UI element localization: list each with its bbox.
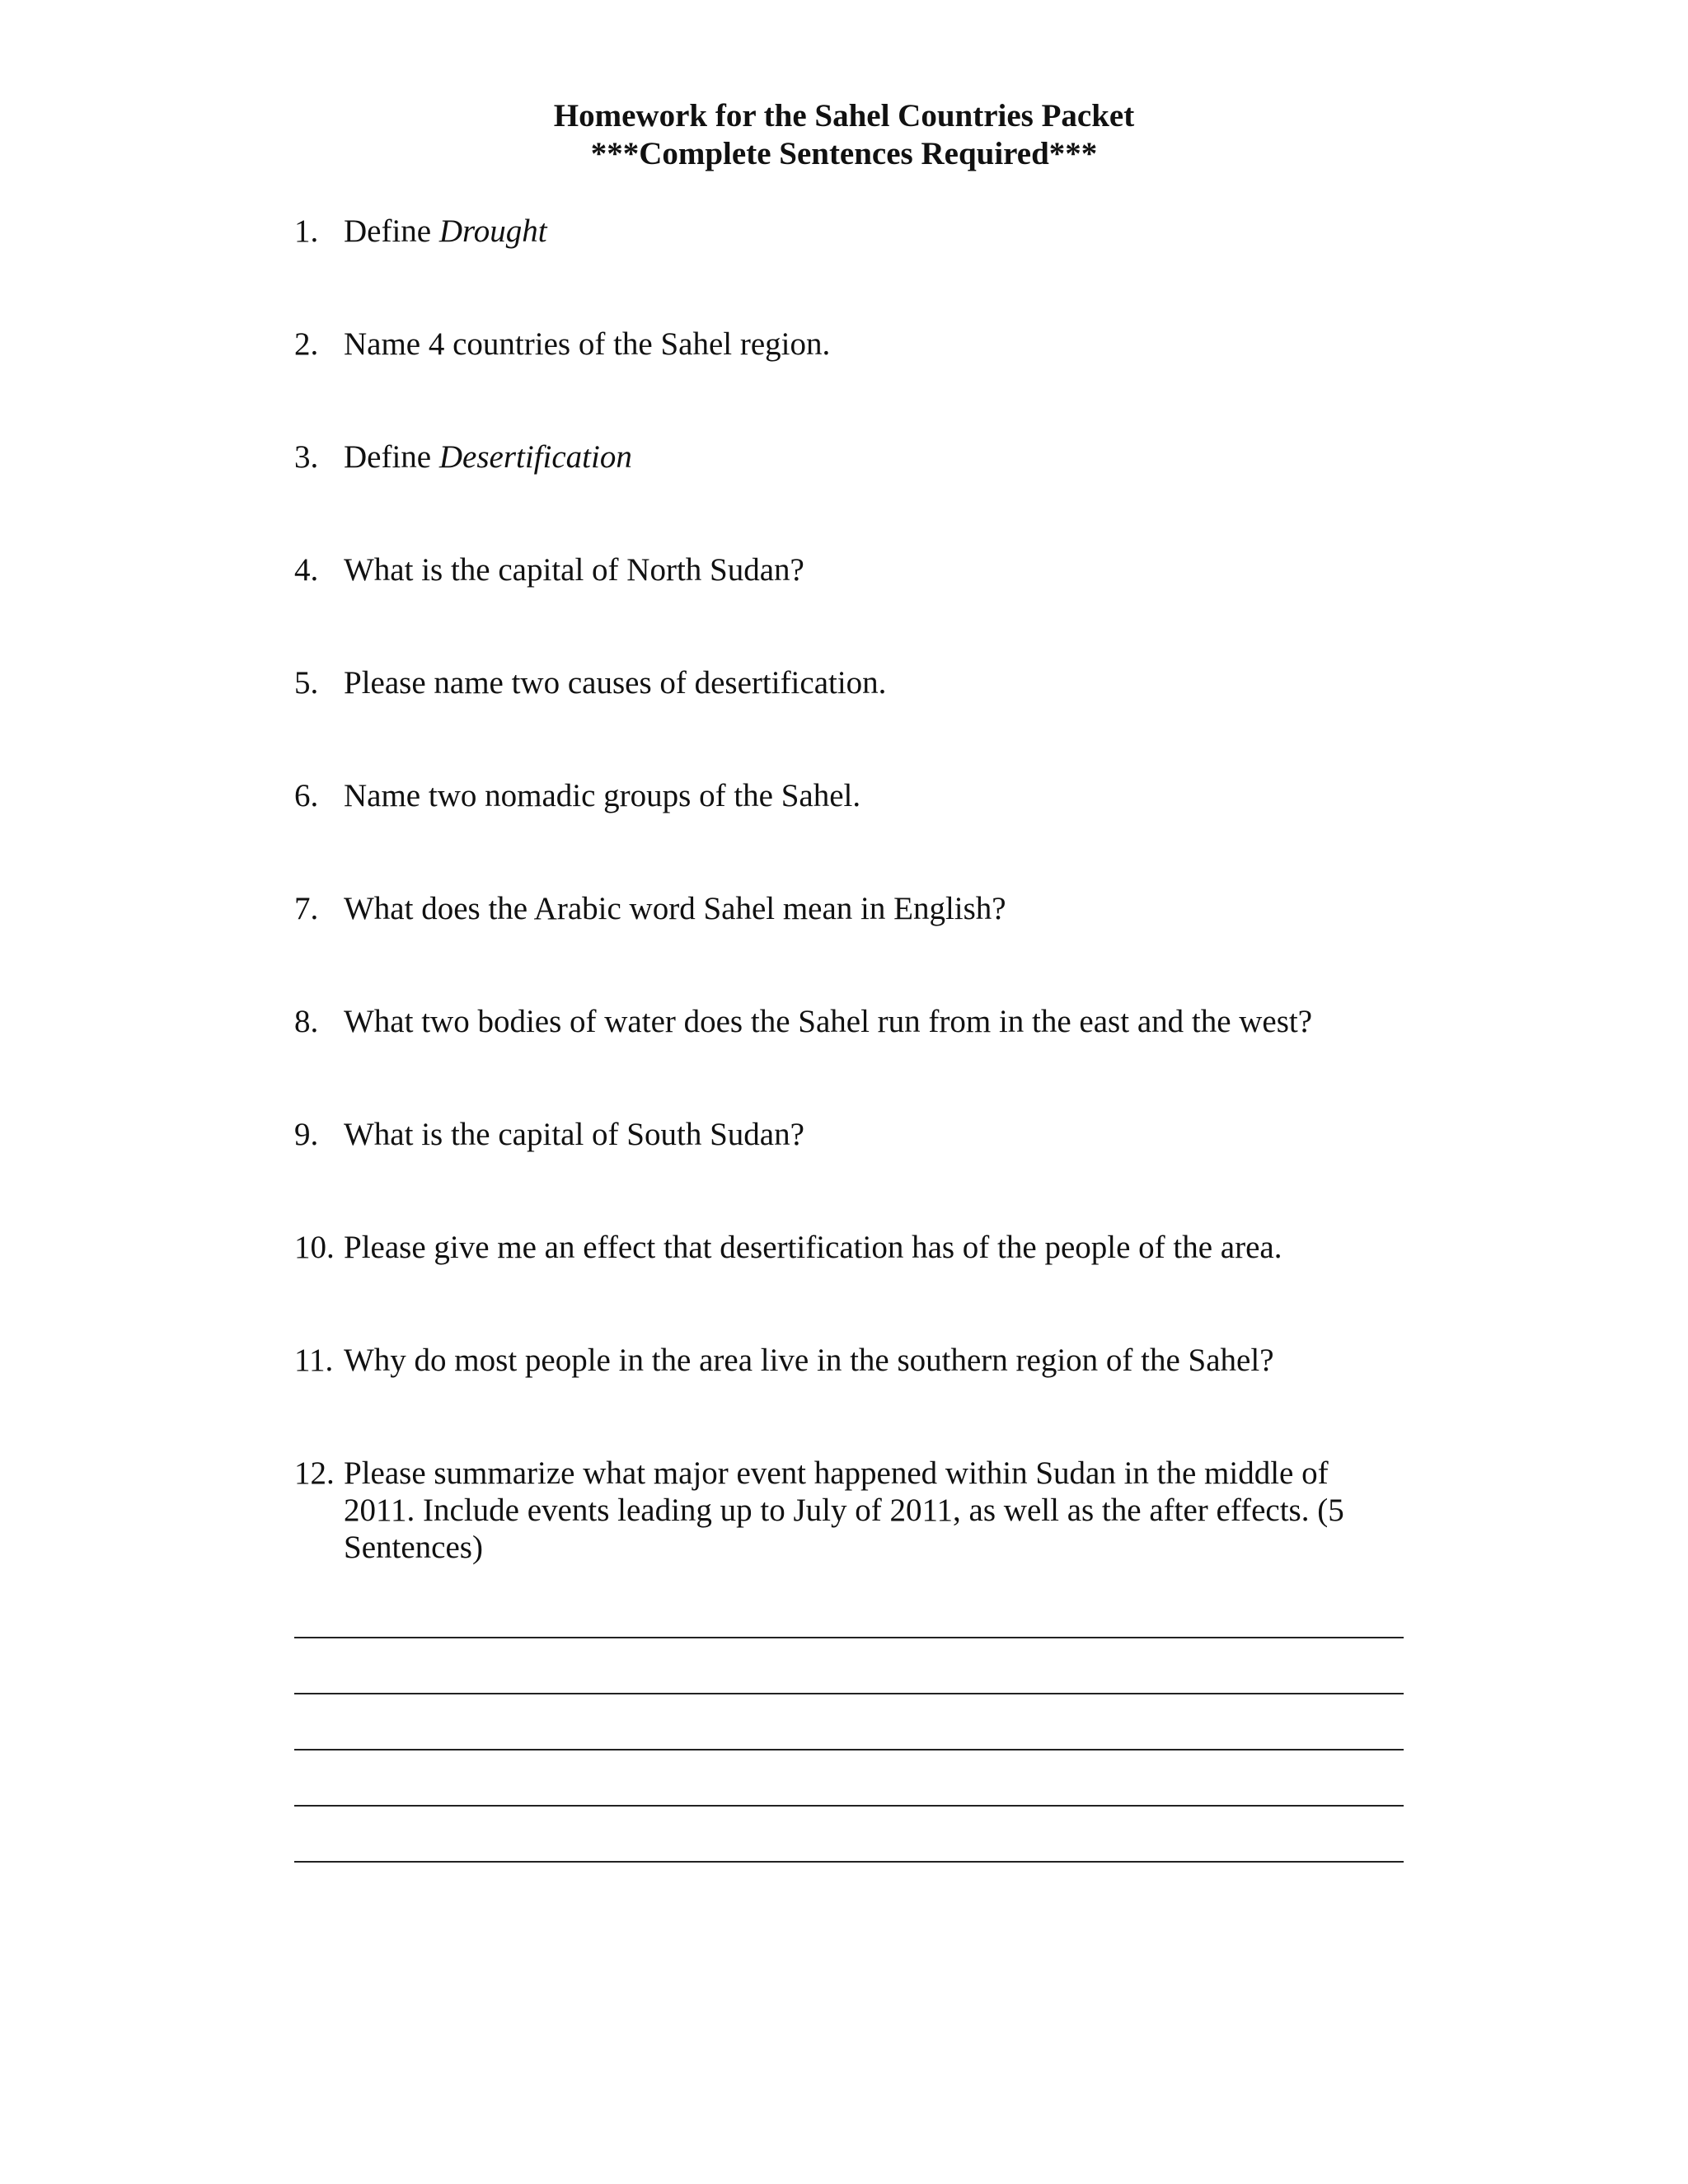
- question-8: [294, 1003, 1407, 1040]
- question-12: [294, 1455, 1407, 1566]
- question-text: Please give me an effect that desertification has of the people of the area.: [344, 1230, 1282, 1265]
- question-6: [294, 777, 1407, 814]
- answer-line[interactable]: [294, 1805, 1404, 1807]
- question-5: [294, 664, 1407, 701]
- question-text: Please name two causes of desertification.: [344, 665, 887, 701]
- page-title: Homework for the Sahel Countries Packet: [553, 98, 1135, 134]
- answer-line[interactable]: [294, 1861, 1404, 1863]
- question-number: 7.: [294, 891, 319, 926]
- answer-line[interactable]: [294, 1693, 1404, 1694]
- question-7: [294, 890, 1407, 927]
- question-text: Name 4 countries of the Sahel region.: [344, 326, 831, 362]
- question-3: [294, 438, 1407, 476]
- question-2: [294, 326, 1407, 363]
- answer-line[interactable]: [294, 1749, 1404, 1750]
- question-number: 2.: [294, 326, 319, 362]
- question-10: [294, 1229, 1407, 1266]
- question-1: [294, 213, 1407, 250]
- question-number: 10.: [294, 1230, 335, 1265]
- question-number: 1.: [294, 213, 319, 249]
- question-number: 8.: [294, 1004, 319, 1039]
- question-number: 9.: [294, 1117, 319, 1152]
- question-4: [294, 551, 1407, 588]
- question-number: 5.: [294, 665, 319, 701]
- question-text: Define Desertification: [344, 439, 632, 475]
- question-text: What is the capital of South Sudan?: [344, 1117, 804, 1152]
- question-text: What does the Arabic word Sahel mean in English?: [344, 891, 1006, 926]
- question-number: 11.: [294, 1343, 334, 1378]
- term-emphasis: Drought: [438, 213, 547, 249]
- question-text: Please summarize what major event happened within Sudan in the middle of 2011. Include events leading up to July of 2011, as well as the after effects. (5 Sentences): [344, 1455, 1344, 1565]
- term-emphasis: Desertification: [438, 439, 632, 475]
- question-text: Name two nomadic groups of the Sahel.: [344, 778, 861, 813]
- question-11: [294, 1342, 1407, 1379]
- worksheet-header: [0, 97, 1688, 173]
- question-number: 6.: [294, 778, 319, 813]
- question-text: What two bodies of water does the Sahel run from in the east and the west?: [344, 1004, 1313, 1039]
- question-number: 12.: [294, 1455, 335, 1491]
- question-text: Why do most people in the area live in the southern region of the Sahel?: [344, 1343, 1274, 1378]
- page-subtitle: ***Complete Sentences Required***: [590, 136, 1098, 171]
- answer-line[interactable]: [294, 1637, 1404, 1638]
- question-number: 4.: [294, 552, 319, 588]
- question-number: 3.: [294, 439, 319, 475]
- question-text: What is the capital of North Sudan?: [344, 552, 804, 588]
- question-9: [294, 1116, 1407, 1153]
- question-text: Define Drought: [344, 213, 547, 249]
